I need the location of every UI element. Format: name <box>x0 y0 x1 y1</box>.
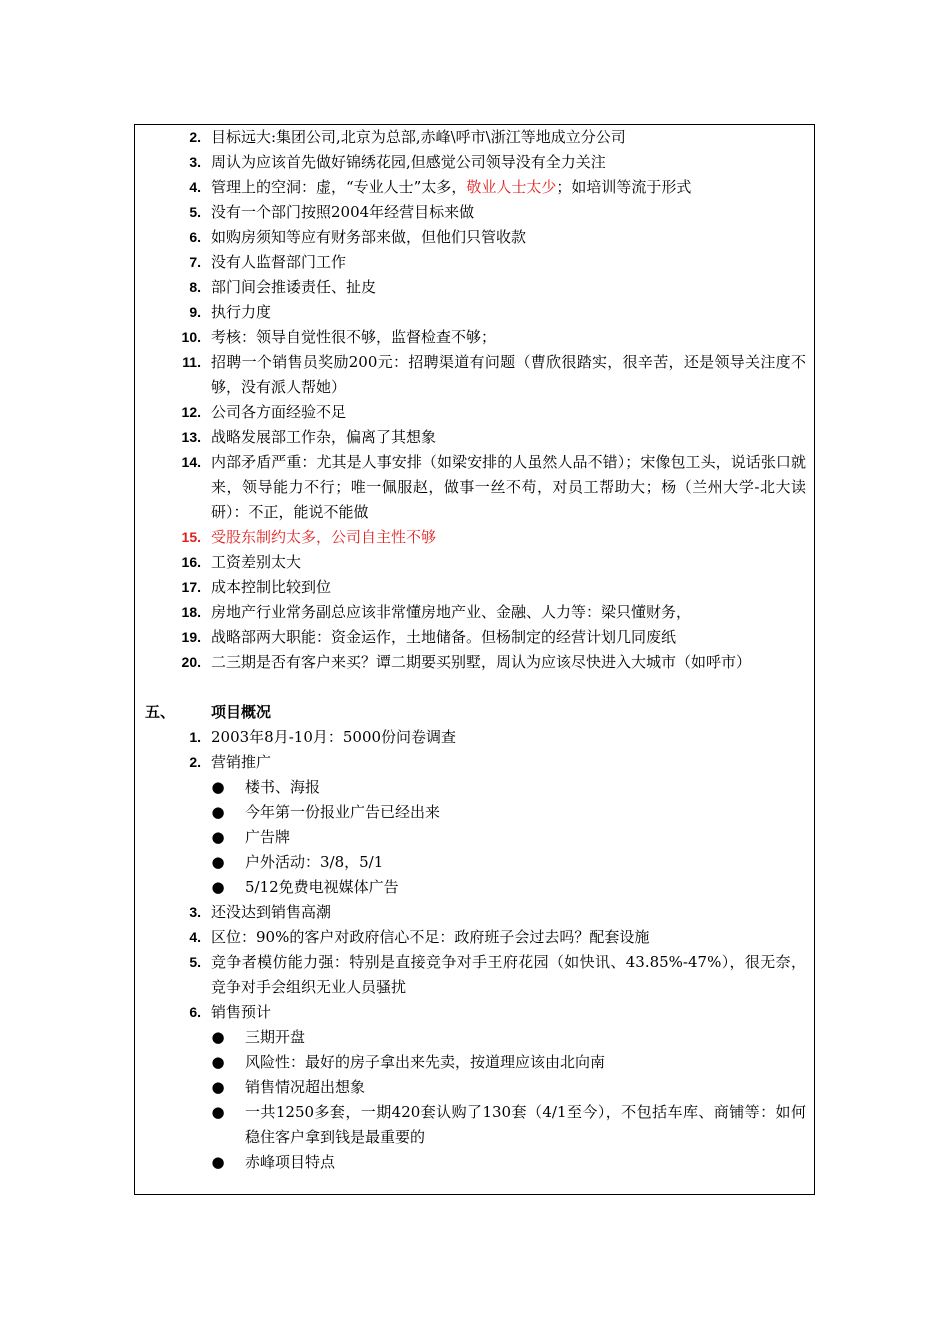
item-text: 战略发展部工作杂，偏离了其想象 <box>211 428 437 446</box>
bullet-icon: ● <box>211 1078 225 1096</box>
item-number: 11. <box>182 354 201 370</box>
highlight-text: 敬业人士太少 <box>466 178 557 196</box>
bullet-item <box>135 875 814 900</box>
item-text <box>211 175 806 200</box>
list-item <box>135 125 814 150</box>
item-number: 5. <box>189 204 201 220</box>
bullet-text: 户外活动：3/8，5/1 <box>245 853 384 871</box>
list-item <box>135 250 814 275</box>
list-item <box>135 325 814 350</box>
item-text: 如购房须知等应有财务部来做，但他们只管收款 <box>211 228 527 246</box>
item-number: 2. <box>189 129 201 145</box>
bullet-text: 三期开盘 <box>245 1028 306 1046</box>
list-item <box>135 750 814 775</box>
bullet-icon: ● <box>211 1028 225 1046</box>
item-number: 4. <box>189 179 201 195</box>
item-text: 销售预计 <box>211 1003 272 1021</box>
list-item <box>135 600 814 625</box>
list-item <box>135 350 814 400</box>
bullet-icon: ● <box>211 853 225 871</box>
bullet-text: 风险性：最好的房子拿出来先卖，按道理应该由北向南 <box>245 1053 606 1071</box>
bullet-text: 今年第一份报业广告已经出来 <box>245 803 441 821</box>
bullet-item <box>135 1100 814 1150</box>
bullet-text: 5/12免费电视媒体广告 <box>245 878 399 896</box>
section-heading <box>135 700 814 725</box>
list-item <box>135 625 814 650</box>
bullet-item <box>135 1075 814 1100</box>
item-number: 3. <box>189 154 201 170</box>
list-item <box>135 450 814 525</box>
item-text: 房地产行业常务副总应该非常懂房地产业、金融、人力等：梁只懂财务， <box>211 603 692 621</box>
list-item <box>135 225 814 250</box>
item-number: 9. <box>189 304 201 320</box>
item-text: 考核：领导自觉性很不够，监督检查不够； <box>211 328 497 346</box>
section-number: 五、 <box>145 703 176 721</box>
item-text: 工资差别太大 <box>211 553 302 571</box>
bullet-icon: ● <box>211 1103 225 1121</box>
list-item <box>135 425 814 450</box>
item-number: 14. <box>181 454 201 470</box>
list-item <box>135 550 814 575</box>
item-text: 战略部两大职能：资金运作，土地储备。但杨制定的经营计划几同废纸 <box>211 628 677 646</box>
item-number: 20. <box>181 654 201 670</box>
item-number: 6. <box>189 229 201 245</box>
item-text: 竞争者模仿能力强：特别是直接竞争对手王府花园（如快讯、43.85%-47%），很无奈，竞争对手会组织无业人员骚扰 <box>211 953 806 996</box>
item-text: 成本控制比较到位 <box>211 578 332 596</box>
list-item <box>135 575 814 600</box>
bullet-text: 赤峰项目特点 <box>245 1153 336 1171</box>
bullet-item <box>135 775 814 800</box>
item-text-part: 管理上的空洞：虚，“专业人士”太多， <box>211 178 467 196</box>
bullet-text: 楼书、海报 <box>245 778 321 796</box>
item-text: 公司各方面经验不足 <box>211 403 347 421</box>
bullet-item <box>135 1050 814 1075</box>
item-number: 2. <box>189 754 201 770</box>
list-item <box>135 300 814 325</box>
list-item <box>135 200 814 225</box>
bullet-icon: ● <box>211 828 225 846</box>
bullet-icon: ● <box>211 803 225 821</box>
item-text: 营销推广 <box>211 753 272 771</box>
section-title: 项目概况 <box>211 703 272 721</box>
item-number: 4. <box>189 929 201 945</box>
item-number: 17. <box>181 579 201 595</box>
item-text: 招聘一个销售员奖励200元：招聘渠道有问题（曹欣很踏实，很辛苦，还是领导关注度不够，没有派人帮她） <box>211 353 806 396</box>
item-number: 3. <box>189 904 201 920</box>
item-text: 周认为应该首先做好锦绣花园,但感觉公司领导没有全力关注 <box>211 153 606 171</box>
item-text: 区位：90%的客户对政府信心不足：政府班子会过去吗？配套设施 <box>211 928 650 946</box>
list-item <box>135 900 814 925</box>
list-item <box>135 175 814 200</box>
list-item <box>135 275 814 300</box>
list-item <box>135 725 814 750</box>
bullet-item <box>135 1150 814 1175</box>
item-text-part: ；如培训等流于形式 <box>556 178 692 196</box>
item-number: 6. <box>189 1004 201 1020</box>
bullet-item <box>135 850 814 875</box>
item-text: 还没达到销售高潮 <box>211 903 332 921</box>
item-text: 目标远大:集团公司,北京为总部,赤峰\呼市\浙江等地成立分公司 <box>211 128 626 146</box>
section-spacer <box>135 675 814 700</box>
item-number: 8. <box>189 279 201 295</box>
bullet-item <box>135 825 814 850</box>
item-text: 内部矛盾严重：尤其是人事安排（如梁安排的人虽然人品不错）；宋像包工头，说话张口就来，领导能力不行；唯一佩服赵，做事一丝不苟，对员工帮助大；杨（兰州大学-北大读研）：不正，能说不能做 <box>211 453 806 521</box>
bullet-text: 广告牌 <box>245 828 291 846</box>
item-text: 执行力度 <box>211 303 272 321</box>
list-item <box>135 950 814 1000</box>
bullet-item <box>135 1025 814 1050</box>
item-text: 没有人监督部门工作 <box>211 253 347 271</box>
item-number: 12. <box>181 404 201 420</box>
bullet-icon: ● <box>211 1153 225 1171</box>
bullet-icon: ● <box>211 1053 225 1071</box>
item-number: 5. <box>189 954 201 970</box>
item-text: 没有一个部门按照2004年经营目标来做 <box>211 203 475 221</box>
item-number: 19. <box>181 629 201 645</box>
list-item <box>135 1000 814 1025</box>
bullet-item <box>135 800 814 825</box>
document-content <box>135 125 814 1175</box>
bullet-icon: ● <box>211 778 225 796</box>
item-number: 13. <box>181 429 201 445</box>
list-item <box>135 400 814 425</box>
bullet-icon: ● <box>211 878 225 896</box>
item-text: 二三期是否有客户来买？谭二期要买别墅，周认为应该尽快进入大城市（如呼市） <box>211 653 752 671</box>
item-number: 10. <box>181 329 201 345</box>
list-item <box>135 150 814 175</box>
item-number: 15. <box>181 529 201 545</box>
item-number: 16. <box>181 554 201 570</box>
highlight-text: 受股东制约太多，公司自主性不够 <box>211 528 437 546</box>
list-item <box>135 650 814 675</box>
bullet-text: 销售情况超出想象 <box>245 1078 366 1096</box>
item-number: 7. <box>189 254 201 270</box>
list-item <box>135 925 814 950</box>
item-text: 2003年8月-10月：5000份问卷调查 <box>211 728 457 746</box>
list-item <box>135 525 814 550</box>
item-number: 1. <box>189 729 201 745</box>
item-text: 部门间会推诿责任、扯皮 <box>211 278 377 296</box>
document-frame <box>134 124 815 1195</box>
item-number: 18. <box>181 604 201 620</box>
bullet-text: 一共1250多套，一期420套认购了130套（4/1至今），不包括车库、商铺等：如何稳住客户拿到钱是最重要的 <box>245 1103 806 1146</box>
